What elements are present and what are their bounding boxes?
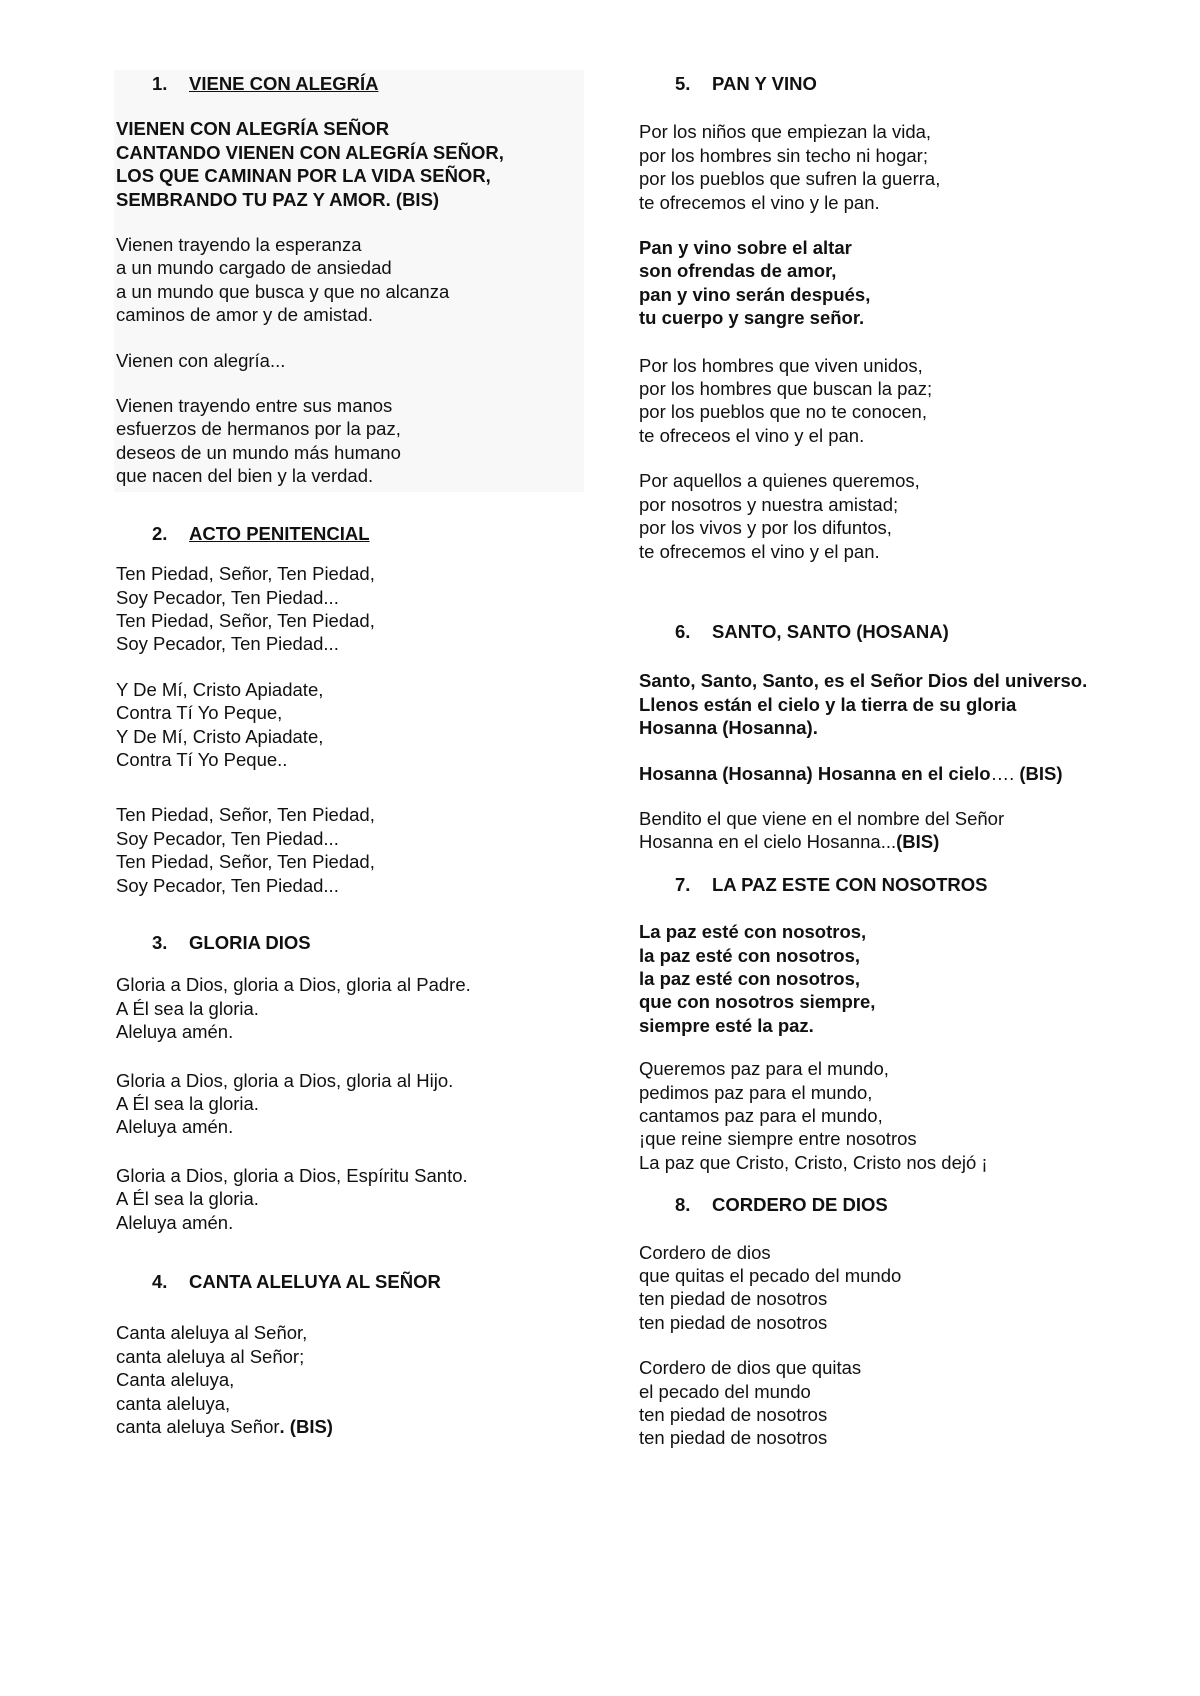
lyric-line: Contra Tí Yo Peque, <box>116 702 283 724</box>
lyric-line <box>639 830 1109 853</box>
lyric-line: Contra Tí Yo Peque.. <box>116 748 288 770</box>
lyric-line: que con nosotros siempre, <box>639 991 876 1013</box>
lyric-line: canta aleluya, <box>116 1392 231 1414</box>
lyric-line: ten piedad de nosotros <box>639 1427 828 1449</box>
lyric-line: Soy Pecador, Ten Piedad... <box>116 874 339 896</box>
lyric-line: LOS QUE CAMINAN POR LA VIDA SEÑOR, <box>116 165 491 187</box>
song-3-title: GLORIA DIOS <box>189 931 311 953</box>
lyric-line: Aleluya amén. <box>116 1021 234 1043</box>
lyric-text: canta aleluya Señor <box>116 1416 280 1438</box>
song-8-stanza-1 <box>639 1241 1109 1335</box>
song-5-number: 5. <box>675 73 691 94</box>
lyric-line: el pecado del mundo <box>639 1380 811 1402</box>
lyric-line: te ofreceos el vino y el pan. <box>639 424 865 446</box>
lyric-line: Bendito el que viene en el nombre del Señor <box>639 807 1005 829</box>
lyric-line: por los pueblos que sufren la guerra, <box>639 168 941 190</box>
lyric-line: CANTANDO VIENEN CON ALEGRÍA SEÑOR, <box>116 141 504 163</box>
song-6-title: SANTO, SANTO (HOSANA) <box>712 620 949 642</box>
song-3-stanza-1 <box>116 973 596 1043</box>
song-3-heading <box>152 931 596 954</box>
song-8-heading <box>675 1193 1109 1216</box>
song-7-heading <box>675 873 1109 896</box>
song-5-title: PAN Y VINO <box>712 73 817 94</box>
song-1-number: 1. <box>152 73 168 94</box>
lyric-line <box>639 762 1109 785</box>
lyric-line: la paz esté con nosotros, <box>639 944 861 966</box>
lyric-line: A Él sea la gloria. <box>116 1093 259 1114</box>
lyric-line: por los pueblos que no te conocen, <box>639 401 927 423</box>
lyric-line: son ofrendas de amor, <box>639 260 837 282</box>
lyric-line: ¡que reine siempre entre nosotros <box>639 1128 917 1150</box>
lyric-line: Llenos están el cielo y la tierra de su gloria <box>639 693 1017 715</box>
lyric-line: esfuerzos de hermanos por la paz, <box>116 418 401 440</box>
lyric-line: Aleluya amén. <box>116 1211 234 1233</box>
lyric-line: A Él sea la gloria. <box>116 1188 259 1210</box>
song-2-heading <box>152 522 596 545</box>
song-3-stanza-2 <box>116 1069 596 1139</box>
lyric-line: La paz esté con nosotros, <box>639 921 867 943</box>
song-1-verse-1 <box>116 233 596 327</box>
lyric-line: deseos de un mundo más humano <box>116 441 401 463</box>
lyric-line: cantamos paz para el mundo, <box>639 1105 883 1126</box>
song-3-stanza-3 <box>116 1164 596 1234</box>
song-1-title: VIENE CON ALEGRÍA <box>189 73 379 94</box>
lyric-line: Vienen con alegría... <box>116 349 286 371</box>
left-column <box>116 72 596 1460</box>
lyric-line <box>116 1415 596 1438</box>
lyric-line: Por aquellos a quienes queremos, <box>639 470 920 492</box>
song-2-title: ACTO PENITENCIAL <box>189 522 370 544</box>
lyric-line: Vienen trayendo entre sus manos <box>116 395 393 417</box>
lyric-line: tu cuerpo y sangre señor. <box>639 307 865 329</box>
lyric-line: pan y vino serán después, <box>639 283 871 305</box>
lyric-text: Hosanna en el cielo Hosanna... <box>639 831 897 853</box>
lyric-line: Y De Mí, Cristo Apiadate, <box>116 725 324 747</box>
bis-marker: (BIS) <box>896 831 940 853</box>
lyric-line: Soy Pecador, Ten Piedad... <box>116 827 339 849</box>
lyric-line: Gloria a Dios, gloria a Dios, Espíritu Santo. <box>116 1164 468 1186</box>
lyric-line: te ofrecemos el vino y el pan. <box>639 540 880 562</box>
lyric-line: La paz que Cristo, Cristo, Cristo nos dejó ¡ <box>639 1151 988 1173</box>
lyric-line: Gloria a Dios, gloria a Dios, gloria al Padre. <box>116 974 471 996</box>
lyric-line: Aleluya amén. <box>116 1116 234 1138</box>
lyric-line: la paz esté con nosotros, <box>639 967 861 989</box>
lyric-line: por los hombres sin techo ni hogar; <box>639 144 928 166</box>
song-4-heading <box>152 1270 596 1293</box>
lyric-line: Pan y vino sobre el altar <box>639 237 852 259</box>
lyric-line: Y De Mí, Cristo Apiadate, <box>116 678 324 700</box>
song-1-refrain <box>116 349 596 372</box>
lyric-line: Canta aleluya al Señor, <box>116 1322 308 1344</box>
song-4-number: 4. <box>152 1271 168 1293</box>
lyric-line: Gloria a Dios, gloria a Dios, gloria al Hijo. <box>116 1069 454 1091</box>
lyric-line: Ten Piedad, Señor, Ten Piedad, <box>116 563 375 585</box>
lyric-line: ten piedad de nosotros <box>639 1311 828 1333</box>
right-column <box>639 72 1109 1472</box>
lyric-line: Cordero de dios que quitas <box>639 1357 862 1379</box>
song-2-stanza-3 <box>116 803 596 897</box>
lyric-line: Queremos paz para el mundo, <box>639 1058 889 1080</box>
song-3-number: 3. <box>152 931 168 953</box>
song-8-title: CORDERO DE DIOS <box>712 1194 888 1216</box>
song-7-chorus <box>639 920 1109 1037</box>
lyric-line: SEMBRANDO TU PAZ Y AMOR. (BIS) <box>116 188 440 210</box>
song-5-stanza-1 <box>639 120 1109 214</box>
song-6-bendito <box>639 807 1109 854</box>
lyric-line: a un mundo que busca y que no alcanza <box>116 280 450 302</box>
song-4-title: CANTA ALELUYA AL SEÑOR <box>189 1271 441 1293</box>
song-6-chorus <box>639 669 1109 739</box>
song-7-verse <box>639 1057 1109 1174</box>
song-7-title: LA PAZ ESTE CON NOSOTROS <box>712 873 988 895</box>
ellipsis: …. <box>990 762 1015 784</box>
lyric-line: Santo, Santo, Santo, es el Señor Dios del universo. <box>639 670 1088 692</box>
lyric-line: que nacen del bien y la verdad. <box>116 465 374 487</box>
lyric-line: por nosotros y nuestra amistad; <box>639 493 899 515</box>
lyric-line: Hosanna (Hosanna). <box>639 717 818 739</box>
song-4-stanza <box>116 1321 596 1438</box>
lyric-line: Por los niños que empiezan la vida, <box>639 121 932 143</box>
lyric-line: Vienen trayendo la esperanza <box>116 234 362 256</box>
song-7-number: 7. <box>675 873 691 895</box>
lyric-line: canta aleluya al Señor; <box>116 1345 305 1367</box>
lyric-line: Ten Piedad, Señor, Ten Piedad, <box>116 804 375 826</box>
song-8-stanza-2 <box>639 1356 1109 1450</box>
song-5-stanza-3 <box>639 469 1109 563</box>
song-6-hosanna <box>639 762 1109 785</box>
song-1-chorus <box>116 117 596 211</box>
lyric-line: te ofrecemos el vino y le pan. <box>639 191 880 213</box>
lyric-line: A Él sea la gloria. <box>116 997 259 1019</box>
lyric-line: ten piedad de nosotros <box>639 1404 828 1426</box>
lyric-line: ten piedad de nosotros <box>639 1288 828 1310</box>
lyric-line: pedimos paz para el mundo, <box>639 1081 873 1103</box>
song-5-chorus <box>639 236 1109 330</box>
lyric-line: por los vivos y por los difuntos, <box>639 517 892 539</box>
lyric-line: Cordero de dios <box>639 1241 771 1263</box>
lyric-line: siempre esté la paz. <box>639 1014 814 1036</box>
song-6-number: 6. <box>675 620 691 642</box>
song-2-number: 2. <box>152 522 168 544</box>
lyric-line: Canta aleluya, <box>116 1369 235 1391</box>
lyric-text: Hosanna (Hosanna) Hosanna en el cielo <box>639 762 991 784</box>
lyric-line: que quitas el pecado del mundo <box>639 1265 902 1287</box>
lyric-line: Ten Piedad, Señor, Ten Piedad, <box>116 609 375 631</box>
song-8-number: 8. <box>675 1194 691 1216</box>
bis-marker: . (BIS) <box>279 1416 333 1438</box>
lyric-line: Soy Pecador, Ten Piedad... <box>116 586 339 608</box>
lyric-line: caminos de amor y de amistad. <box>116 304 374 326</box>
song-5-heading <box>675 72 1109 95</box>
lyric-line: Por los hombres que viven unidos, <box>639 354 923 376</box>
song-1-verse-2 <box>116 394 596 488</box>
lyric-line: por los hombres que buscan la paz; <box>639 378 933 400</box>
bis-marker: (BIS) <box>1014 762 1063 784</box>
lyric-line: Ten Piedad, Señor, Ten Piedad, <box>116 851 375 873</box>
lyric-line: a un mundo cargado de ansiedad <box>116 257 392 279</box>
lyric-line: VIENEN CON ALEGRÍA SEÑOR <box>116 118 390 140</box>
song-2-stanza-1 <box>116 562 596 656</box>
lyric-line: Soy Pecador, Ten Piedad... <box>116 633 339 655</box>
song-1-heading <box>152 72 596 95</box>
song-6-heading <box>675 620 1109 643</box>
song-2-stanza-2 <box>116 678 596 772</box>
song-5-stanza-2 <box>639 354 1109 448</box>
